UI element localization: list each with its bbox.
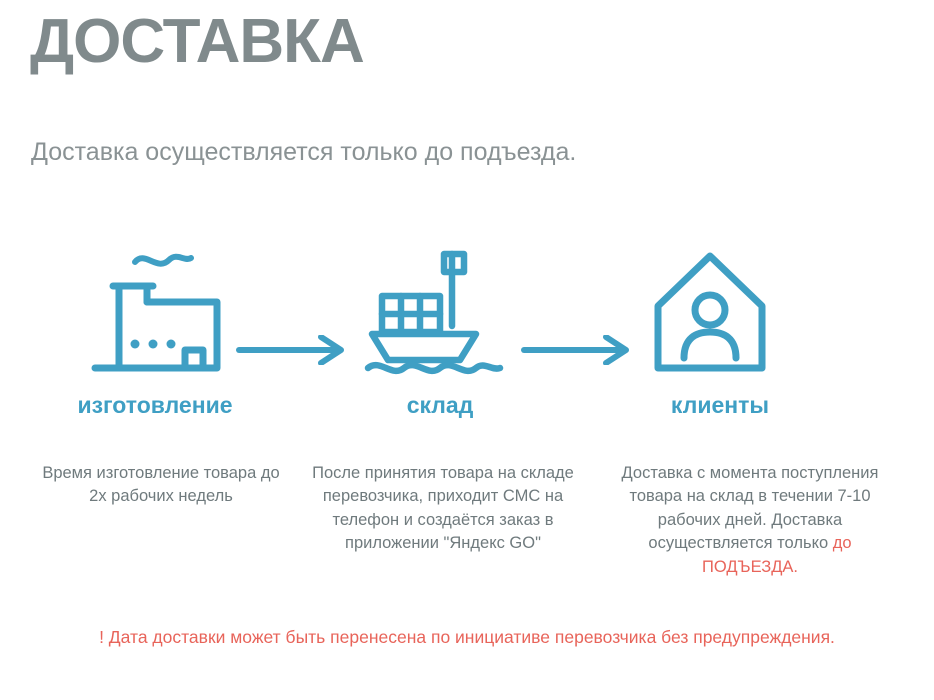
delivery-flow-diagram — [0, 240, 934, 440]
page-title: ДОСТАВКА — [30, 7, 364, 76]
arrow-right-icon — [235, 335, 355, 365]
stage-description-clients — [600, 462, 900, 579]
stage-description-clients-text: Доставка с момента поступления товара на склад в течении 7-10 рабочих дней. Доставка осуществляется только — [621, 464, 879, 553]
stage-description-warehouse: После принятия товара на складе перевозчика, приходит СМС на телефон и создаётся заказ в приложении "Яндекс GO" — [312, 464, 574, 553]
warning-footnote: ! Дата доставки может быть перенесена по инициативе перевозчика без предупреждения. — [99, 627, 835, 647]
flow-stage-manufacturing — [55, 240, 255, 440]
flow-stage-clients — [620, 240, 820, 440]
page-subtitle: Доставка осуществляется только до подъезда. — [31, 138, 577, 166]
stage-description-clients-highlight: до ПОДЪЕЗДА. — [702, 534, 852, 576]
flow-stage-label: клиенты — [670, 392, 770, 418]
house-with-person-icon — [620, 240, 820, 390]
stage-description-manufacturing: Время изготовление товара до 2х рабочих недель — [42, 464, 280, 506]
factory-icon — [55, 240, 255, 390]
flow-stage-label: изготовление — [77, 392, 233, 418]
flow-stage-warehouse — [340, 240, 540, 440]
cargo-ship-icon — [340, 240, 540, 390]
flow-stage-label: склад — [406, 392, 474, 418]
